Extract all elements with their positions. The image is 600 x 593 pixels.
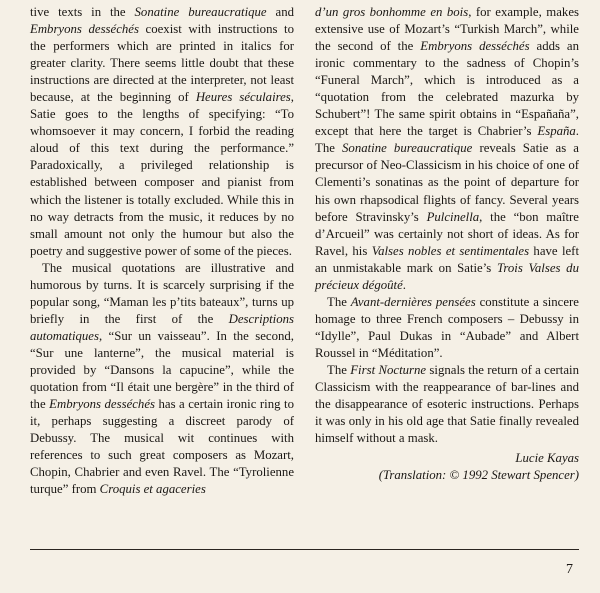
text-run: , Satie goes to the lengths of specifying: “To whomsoever it may concern, I forbid the reading aloud of this text during the performance.” Paradoxically, a privileged relationship is established between composer and pianist from which the listener is totally excluded. While this in no way detracts from the music, it reduces by no small amount not only the humour but also the poetry and suggestive power of some of the pieces. xyxy=(30,90,294,258)
italic-run: España xyxy=(537,124,576,139)
paragraph xyxy=(315,294,579,362)
paragraph xyxy=(30,260,294,499)
text-run: adds an ironic commentary to the sadness of Chopin’s “Funeral March”, which is introduced as a “quotation from the celebrated mazurka by Schubert”! The same spirit obtains in “Españaña”, except that here the target is Chabrier’s xyxy=(315,39,580,139)
translation-credit: (Translation: © 1992 Stewart Spencer) xyxy=(378,468,579,483)
text-run: has a certain ironic ring to it, perhaps suggesting a discreet parody of Debussy. The musical wit continues with references to such great composers as Mozart, Chopin, Chabrier and even Ravel. The “Tyrolienne turque” from xyxy=(30,397,294,497)
italic-run: Embryons desséchés xyxy=(30,22,139,37)
text-run: The xyxy=(327,294,351,309)
footer-rule xyxy=(30,549,579,550)
text-run: coexist with instructions to the performers which are printed in italics for greater clarity. There seems little doubt that these instructions are directed at the interpreter, not least because, at the beginning of xyxy=(30,22,294,105)
italic-run: First Nocturne xyxy=(350,362,427,377)
text-run: The musical quotations are illustrative and humorous by turns. It is scarcely surprising if the popular song, “Maman les p’tits bateaux”, turns up briefly in the first of the xyxy=(30,260,294,326)
text-run: . The xyxy=(315,124,579,156)
page-number: 7 xyxy=(566,562,573,577)
text-run: , the “bon maître d’Arcueil” was certainly not short of ideas. As for Ravel, his xyxy=(315,209,579,258)
text-run: tive texts in the xyxy=(30,5,135,19)
text-run: , for example, makes extensive use of Mozart’s “Turkish March”, while the second of the xyxy=(315,5,579,54)
text-run: constitute a sincere homage to three French composers – Debussy in “Idylle”, Paul Dukas in “Aubade” and Albert Roussel in “Méditation”. xyxy=(315,294,579,360)
italic-run: Embryons desséchés xyxy=(420,39,530,54)
italic-run: Descriptions automatiques xyxy=(30,311,294,343)
right-column xyxy=(315,4,579,484)
text-run: , “Sur un vaisseau”. In the second, “Sur une lanterne”, the musical material is provided by “Dansons la capucine”, while the quotation from “Il était une bergère” in the third of the xyxy=(30,328,294,412)
text-run: . xyxy=(402,277,406,292)
italic-run: Embryons desséchés xyxy=(49,397,155,412)
text-run: and xyxy=(266,5,294,19)
italic-run: Sonatine bureaucratique xyxy=(134,5,267,19)
italic-run: d’un gros bonhomme en bois xyxy=(315,5,469,19)
italic-run: Trois Valses du précieux dégoûté xyxy=(315,260,579,292)
text-run: signals the return of a certain Classicism with the reappearance of bar-lines and the disappearance of esoteric instructions. Perhaps it was only in his old age that Satie finally revealed himself without a mask. xyxy=(315,362,579,446)
italic-run: Pulcinella xyxy=(426,209,480,224)
text-run: have left an unmistakable mark on Satie’s xyxy=(315,243,579,275)
italic-run: Sonatine bureaucratique xyxy=(342,141,473,156)
paragraph xyxy=(30,4,294,260)
text-run: reveals Satie as a precursor of Neo-Classicism in his choice of one of Clementi’s sonatinas as the point of departure for his own rhapsodical flights of fancy. Several years before Stravinsky’s xyxy=(315,141,579,224)
paragraph xyxy=(315,4,579,294)
italic-run: Croquis et agaceries xyxy=(99,482,206,497)
author-signature: Lucie Kayas xyxy=(515,451,579,466)
paragraph xyxy=(315,362,579,447)
text-run: The xyxy=(327,362,351,377)
italic-run: Heures séculaires xyxy=(195,90,291,105)
italic-run: Valses nobles et sentimentales xyxy=(371,243,530,258)
italic-run: Avant-dernières pensées xyxy=(350,294,476,309)
left-column xyxy=(30,4,294,498)
